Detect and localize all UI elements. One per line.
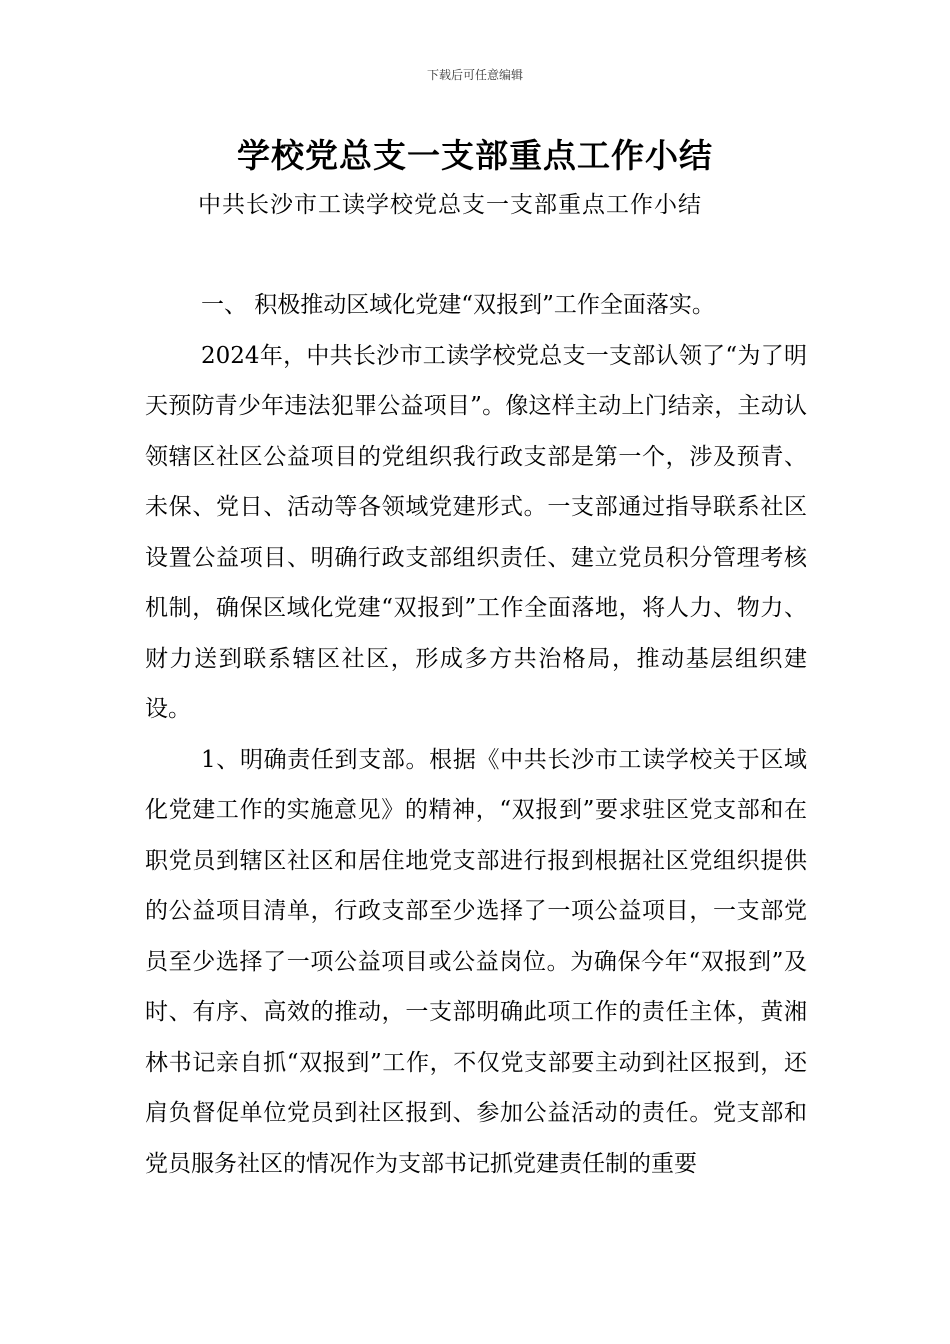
document-subtitle: 中共长沙市工读学校党总支一支部重点工作小结 (198, 192, 702, 218)
section-heading: 一、 积极推动区域化党建“双报到”工作全面落实。 (201, 292, 715, 318)
document-title: 学校党总支一支部重点工作小结 (237, 136, 713, 175)
header-note: 下载后可任意编辑 (426, 68, 523, 82)
document-body (145, 280, 807, 1189)
body-paragraph: 2024年，中共长沙市工读学校党总支一支部认领了“为了明天预防青少年违法犯罪公益项目”。像这样主动上门结亲，主动认领辖区社区公益项目的党组织我行政支部是第一个，涉及预青、未保、党日、活动等各领域党建形式。一支部通过指导联系社区设置公益项目、明确行政支部组织责任、建立党员积分管理考核机制，确保区域化党建“双报到”工作全面落地，将人力、物力、财力送到联系辖区社区，形成多方共治格局，推动基层组织建设。 (145, 342, 807, 722)
body-paragraph: 1、明确责任到支部。根据《中共长沙市工读学校关于区域化党建工作的实施意见》的精神，“双报到”要求驻区党支部和在职党员到辖区社区和居住地党支部进行报到根据社区党组织提供的公益项目清单，行政支部至少选择了一项公益项目，一支部党员至少选择了一项公益项目或公益岗位。为确保今年“双报到”及时、有序、高效的推动，一支部明确此项工作的责任主体，黄湘林书记亲自抓“双报到”工作，不仅党支部要主动到社区报到，还肩负督促单位党员到社区报到、参加公益活动的责任。党支部和党员服务社区的情况作为支部书记抓党建责任制的重要 (145, 746, 807, 1177)
